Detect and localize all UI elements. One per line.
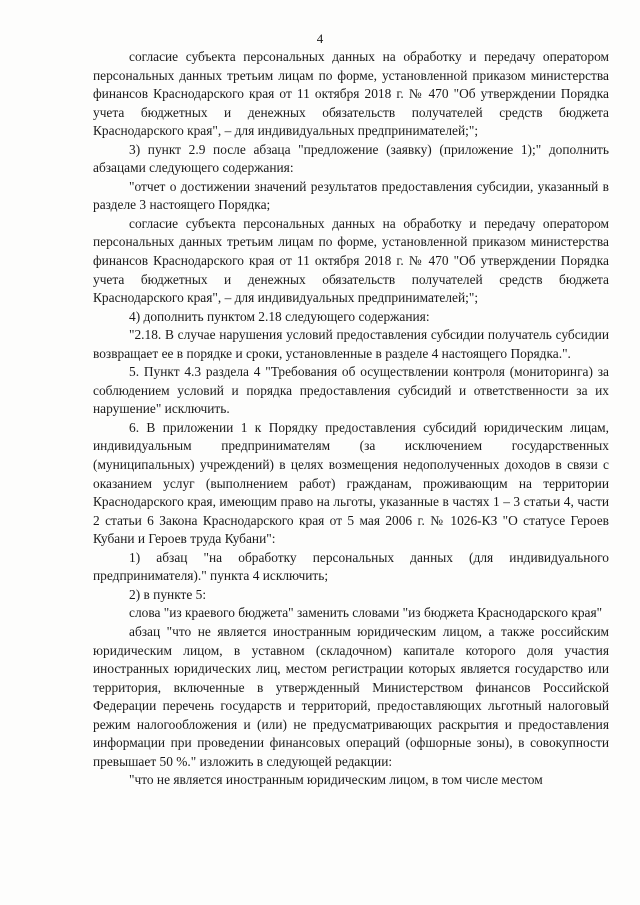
paragraph-report-results: "отчет о достижении значений результатов предоставления субсидии, указанный в разделе 3 настоящего Порядка; [93,178,609,213]
paragraph-item-3: 3) пункт 2.9 после абзаца "предложение (заявку) (приложение 1);" дополнить абзацами следующего содержания: [93,141,609,176]
page-number: 4 [316,31,324,46]
paragraph-consent-entrepreneurs-2: согласие субъекта персональных данных на обработку и передачу оператором персональных данных третьим лицам по форме, установленной приказом министерства финансов Краснодарского края от 11 октября 2018 г. № 470 "Об утверждении Порядка учета бюджетных и денежных обязательств получателей средств бюджета Краснодарского края", – для индивидуальных предпринимателей;"; [93,215,609,306]
document-body [93,48,609,790]
paragraph-subitem-2: 2) в пункте 5: [129,586,207,602]
paragraph-new-wording: "что не является иностранным юридическим лицом, в том числе местом [129,772,543,788]
paragraph-offshore-clause: абзац "что не является иностранным юридическим лицом, а также российским юридическим лицом, в уставном (складочном) капитале которого доля участия иностранных юридических лиц, местом регистрации которых является государство или территория, включенные в утвержденный Министерством финансов Российской Федерации перечень государств и территорий, предоставляющих льготный налоговый режим налогообложения и (или) не предусматривающих раскрытия и предоставления информации при проведении финансовых операций (офшорные зоны), в совокупности превышает 50 %." изложить в следующей редакции: [93,623,609,769]
paragraph-subitem-1: 1) абзац "на обработку персональных данных (для индивидуального предпринимателя)." пункта 4 исключить; [93,549,609,584]
paragraph-point-5: 5. Пункт 4.3 раздела 4 "Требования об осуществлении контроля (мониторинга) за соблюдением условий и порядка предоставления субсидий и ответственности за их нарушение" исключить. [93,364,609,417]
paragraph-clause-2-18: "2.18. В случае нарушения условий предоставления субсидии получатель субсидии возвращает ее в порядке и сроки, установленные в разделе 4 настоящего Порядка.". [93,327,609,361]
paragraph-item-4: 4) дополнить пунктом 2.18 следующего содержания: [129,308,430,324]
paragraph-point-6: 6. В приложении 1 к Порядку предоставления субсидий юридическим лицам, индивидуальным предпринимателям (за исключением государственных (муниципальных) учреждений) в целях возмещения недополученных доходов в связи с оказанием услуг (выполнением работ) гражданам, проживающим на территории Краснодарского края, имеющим право на льготы, указанные в частях 1 – 3 статьи 4, части 2 статьи 6 Закона Краснодарского края от 5 мая 2006 г. № 1026-КЗ "О статусе Героев Кубани и Героев труда Кубани": [93,419,609,547]
paragraph-replace-words: слова "из краевого бюджета" заменить словами "из бюджета Краснодарского края" [129,605,603,621]
paragraph-consent-entrepreneurs-1: согласие субъекта персональных данных на обработку и передачу оператором персональных данных третьим лицам по форме, установленной приказом министерства финансов Краснодарского края от 11 октября 2018 г. № 470 "Об утверждении Порядка учета бюджетных и денежных обязательств получателей средств бюджета Краснодарского края", – для индивидуальных предпринимателей;"; [93,49,609,139]
